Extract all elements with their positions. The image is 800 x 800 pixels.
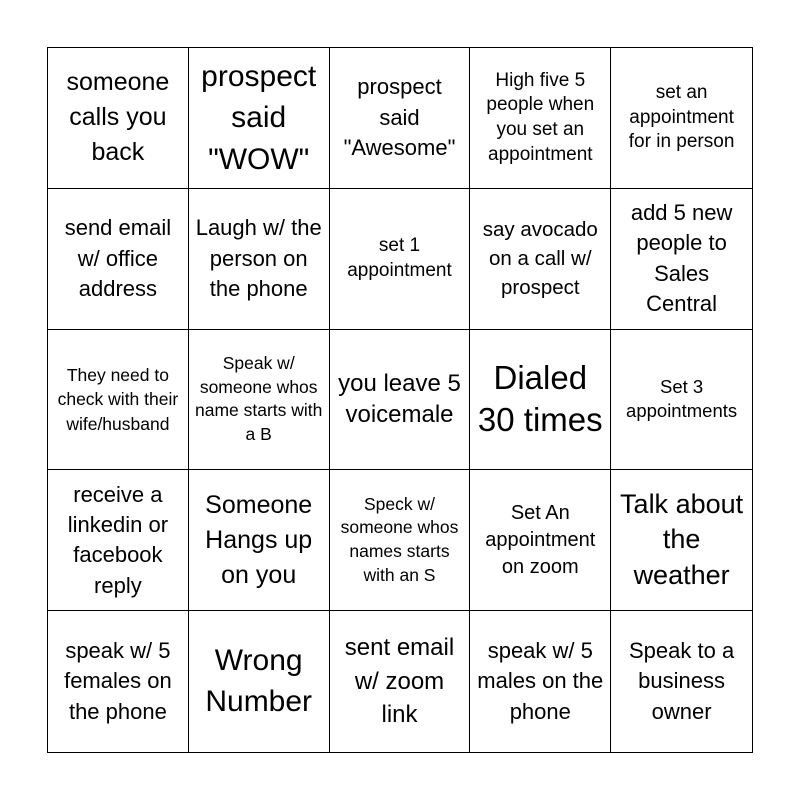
cell-text: sent email w/ zoom link [344,634,455,729]
bingo-cell[interactable] [470,330,611,471]
cell-text: Speak w/ someone whos name starts with a B [194,352,323,445]
bingo-cell[interactable] [189,470,330,611]
cell-text: Set 3 appointments [626,376,738,422]
bingo-cell[interactable] [48,611,189,752]
cell-text: Someone Hangs up on you [205,490,313,589]
cell-text: Wrong Number [205,644,313,718]
cell-text: Speck w/ someone whos names starts with an S [340,493,459,586]
cell-text: add 5 new people to Sales Central [630,199,733,317]
cell-text: say avocado on a call w/ prospect [482,218,598,300]
bingo-cell[interactable] [330,611,471,752]
cell-text: Talk about the weather [620,488,744,591]
bingo-cell[interactable] [48,189,189,330]
bingo-cell[interactable] [611,330,752,471]
cell-text: High five 5 people when you set an appointment [486,69,595,165]
cell-text: Set An appointment on zoom [485,501,596,578]
cell-text: send email w/ office address [64,215,172,301]
bingo-board [47,47,753,753]
bingo-cell[interactable] [330,189,471,330]
bingo-cell[interactable] [470,470,611,611]
bingo-cell[interactable] [189,330,330,471]
bingo-cell[interactable] [330,330,471,471]
bingo-cell[interactable] [470,611,611,752]
bingo-cell[interactable] [470,48,611,189]
cell-text: receive a linkedin or facebook reply [67,481,169,598]
bingo-cell[interactable] [48,470,189,611]
cell-text: prospect said "WOW" [201,59,317,176]
bingo-cell[interactable] [189,48,330,189]
cell-text: speak w/ 5 males on the phone [477,638,604,724]
bingo-cell[interactable] [330,470,471,611]
cell-text: you leave 5 voicemale [338,369,461,429]
bingo-cell[interactable] [189,189,330,330]
cell-text: speak w/ 5 females on the phone [64,638,172,724]
cell-text: Speak to a business owner [629,638,735,724]
bingo-cell[interactable] [48,330,189,471]
bingo-cell[interactable] [330,48,471,189]
cell-text: They need to check with their wife/husband [57,365,179,434]
cell-text: Dialed 30 times [477,359,603,439]
bingo-cell[interactable] [611,611,752,752]
bingo-cell[interactable] [611,470,752,611]
cell-text: set an appointment for in person [628,81,735,153]
bingo-cell[interactable] [470,189,611,330]
cell-text: prospect said "Awesome" [343,74,456,161]
bingo-cell[interactable] [48,48,189,189]
bingo-cell[interactable] [611,189,752,330]
bingo-cell[interactable] [189,611,330,752]
cell-text: set 1 appointment [347,235,452,281]
bingo-cell[interactable] [611,48,752,189]
cell-text: someone calls you back [66,68,170,167]
cell-text: Laugh w/ the person on the phone [195,215,322,301]
